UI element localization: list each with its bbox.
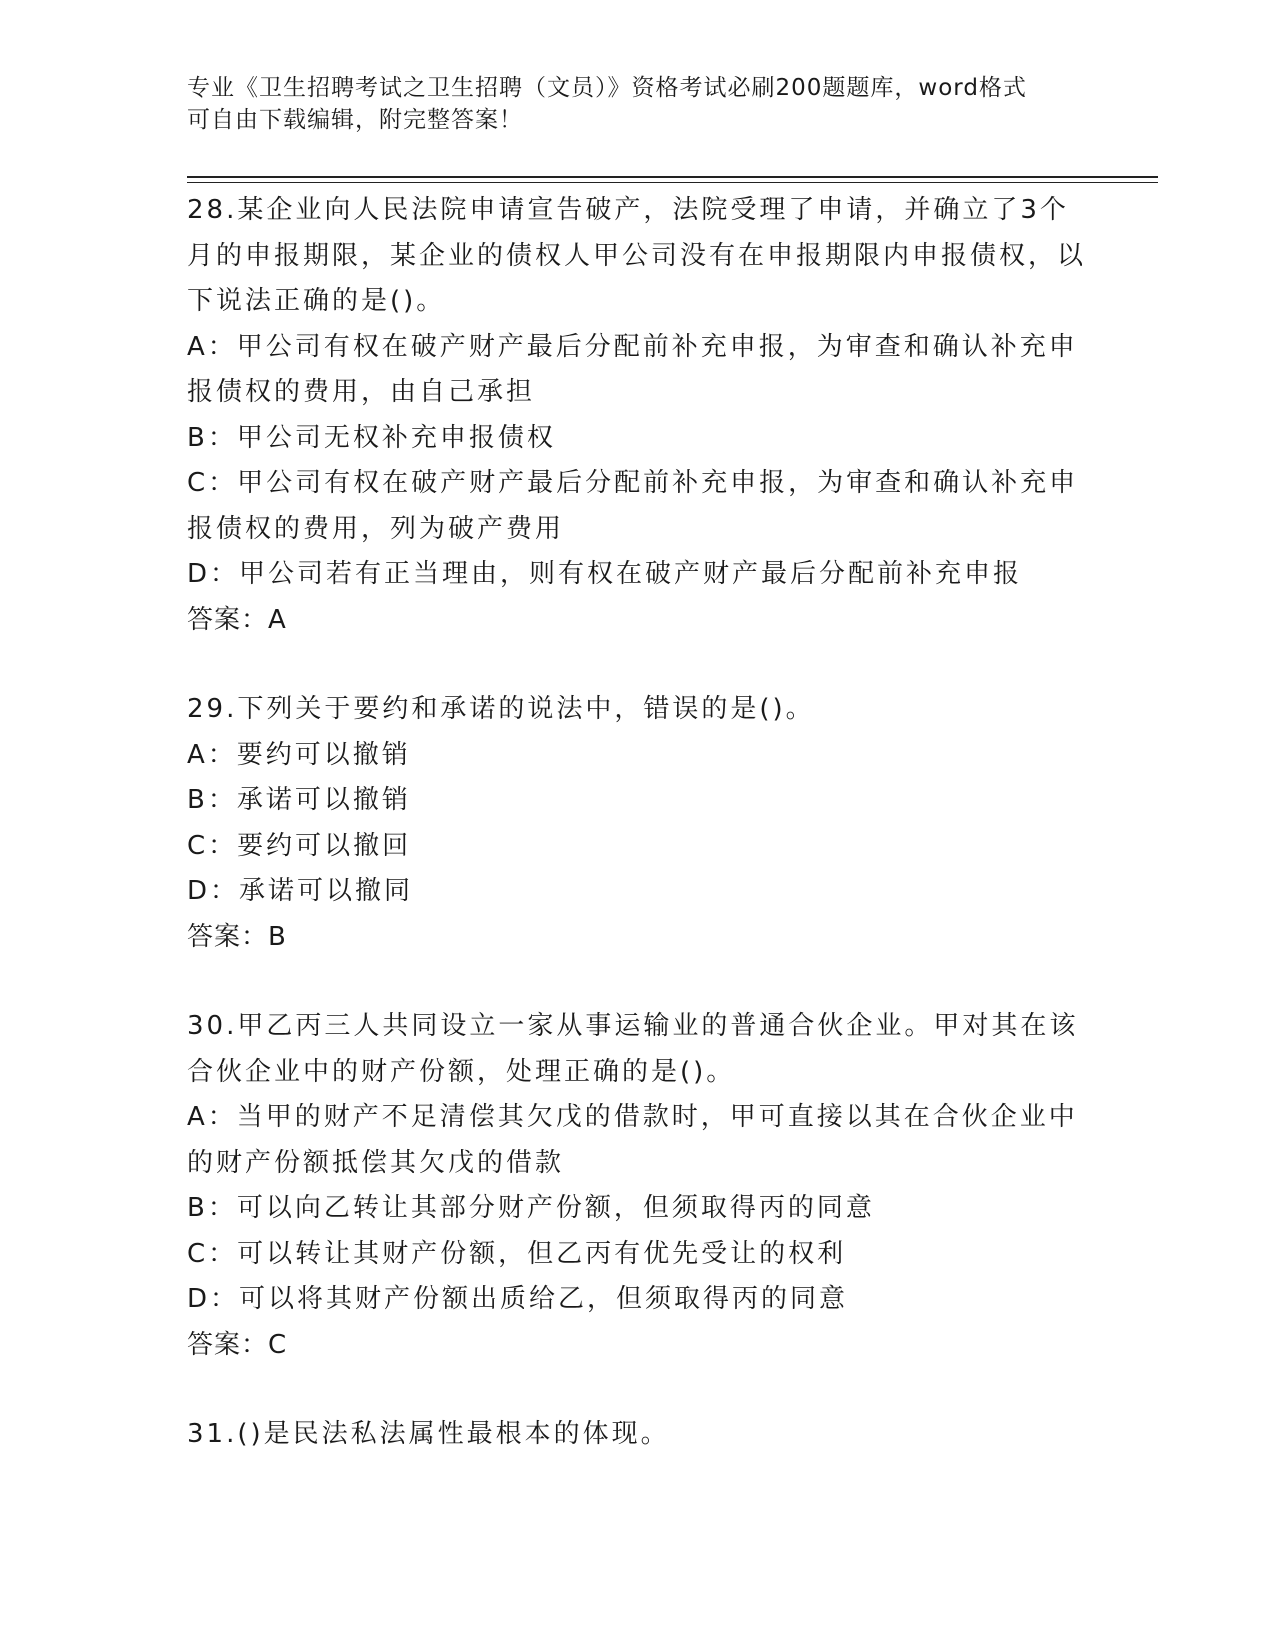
question-stem: 30.甲乙丙三人共同设立一家从事运输业的普通合伙企业。甲对其在该合伙企业中的财产份额，处理正确的是()。 xyxy=(187,1011,1079,1087)
header-divider-thick xyxy=(187,176,1158,178)
question-28 xyxy=(187,188,1087,643)
answer-text: 答案：C xyxy=(187,1329,288,1360)
question-stem: 28.某企业向人民法院申请宣告破产，法院受理了申请，并确立了3个月的申报期限，某企业的债权人甲公司没有在申报期限内申报债权，以下说法正确的是()。 xyxy=(187,195,1087,316)
document-header xyxy=(187,72,1087,136)
option-b: B：承诺可以撤销 xyxy=(187,785,411,815)
option-b: B：甲公司无权补充申报债权 xyxy=(187,422,556,453)
header-line-1: 专业《卫生招聘考试之卫生招聘（文员）》资格考试必刷200题题库，word格式 xyxy=(187,75,1027,101)
option-a: A：当甲的财产不足清偿其欠戊的借款时，甲可直接以其在合伙企业中的财产份额抵偿其欠戊的借款 xyxy=(187,1102,1078,1178)
header-divider-thin xyxy=(187,182,1158,183)
header-line-2: 可自由下载编辑，附完整答案！ xyxy=(187,107,523,133)
question-31 xyxy=(187,1412,1087,1458)
question-29 xyxy=(187,687,1087,960)
option-d: D：承诺可以撤同 xyxy=(187,876,414,906)
option-c: C：要约可以撤回 xyxy=(187,830,412,861)
option-c: C：甲公司有权在破产财产最后分配前补充申报，为审查和确认补充申报债权的费用，列为破产费用 xyxy=(187,468,1079,544)
question-30 xyxy=(187,1004,1087,1368)
question-list xyxy=(187,188,1087,1502)
option-c: C：可以转让其财产份额，但乙丙有优先受让的权利 xyxy=(187,1238,847,1269)
question-stem: 29.下列关于要约和承诺的说法中，错误的是()。 xyxy=(187,694,815,724)
option-d: D：甲公司若有正当理由，则有权在破产财产最后分配前补充申报 xyxy=(187,559,1023,589)
option-a: A：甲公司有权在破产财产最后分配前补充申报，为审查和确认补充申报债权的费用，由自己承担 xyxy=(187,331,1078,407)
answer-text: 答案：B xyxy=(187,921,287,952)
option-a: A：要约可以撤销 xyxy=(187,739,411,770)
option-b: B：可以向乙转让其部分财产份额，但须取得丙的同意 xyxy=(187,1193,875,1223)
answer-text: 答案：A xyxy=(187,604,287,635)
question-stem: 31.()是民法私法属性最根本的体现。 xyxy=(187,1419,670,1449)
option-d: D：可以将其财产份额出质给乙，但须取得丙的同意 xyxy=(187,1284,849,1314)
